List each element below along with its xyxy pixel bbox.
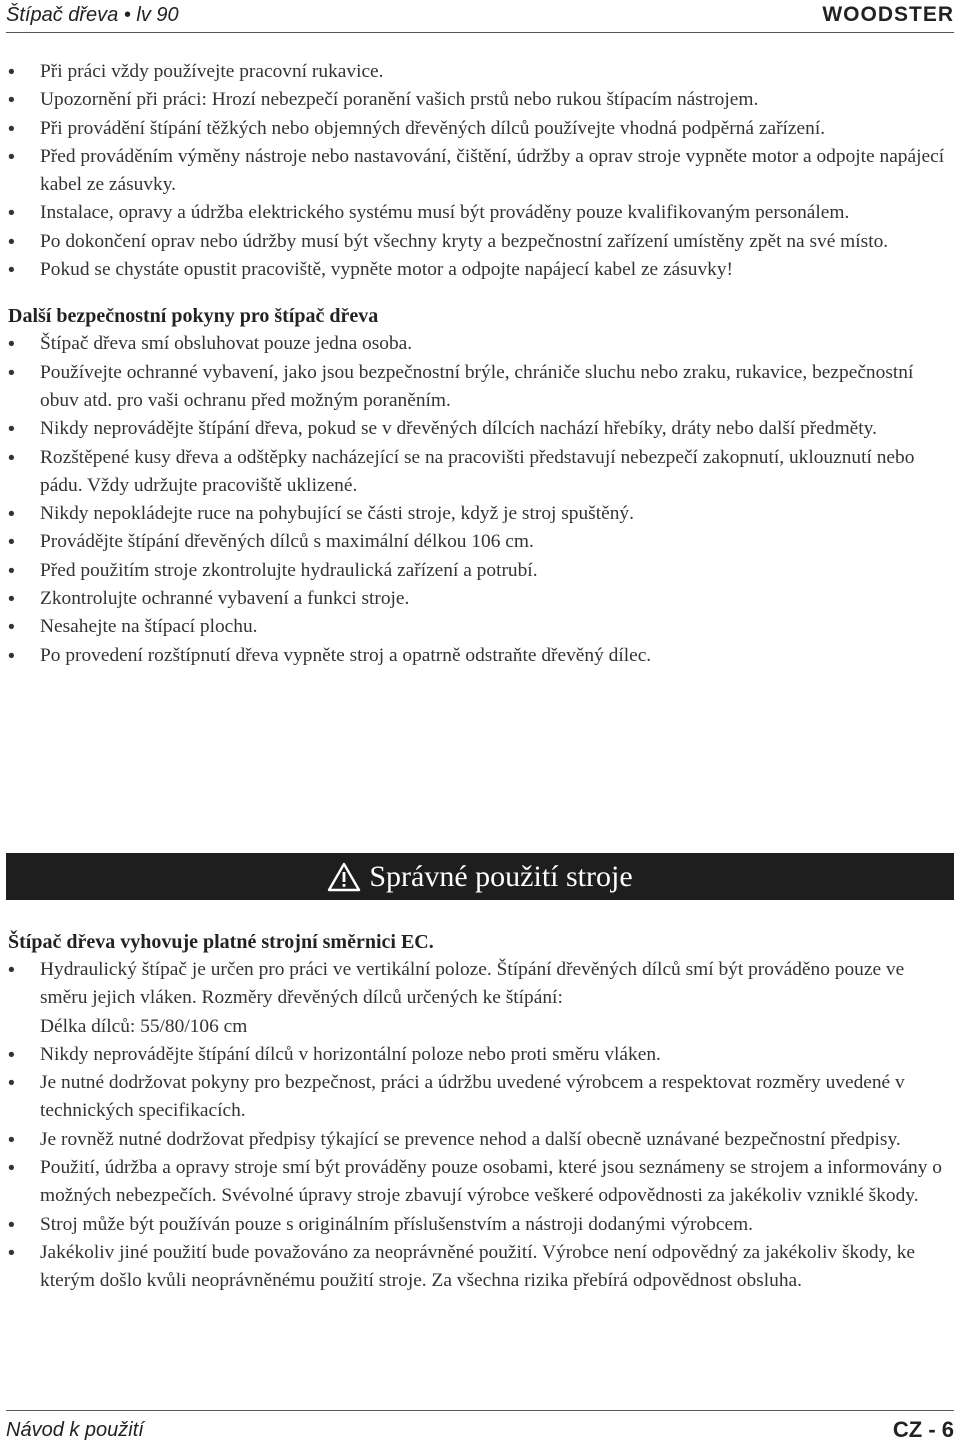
list-item: • Při provádění štípání těžkých nebo objemných dřevěných dílců používejte vhodná podpěrná zařízení. — [8, 115, 950, 143]
list-item: • Instalace, opravy a údržba elektrického systému musí být prováděny pouze kvalifikovaným personálem. — [8, 199, 950, 227]
list-item: • Pokud se chystáte opustit pracoviště, vypněte motor a odpojte napájecí kabel ze zásuvky! — [8, 256, 950, 284]
list-item: • Nesahejte na štípací plochu. — [8, 613, 950, 641]
content-bottom — [8, 928, 950, 1296]
usage-list — [8, 956, 950, 1296]
list-item: • Při práci vždy používejte pracovní rukavice. — [8, 58, 950, 86]
list-item: • Jakékoliv jiné použití bude považováno za neoprávněné použití. Výrobce není odpovědný za jakékoliv škody, ke kterým došlo kvůli neoprávněnému použití stroje. Za všechna rizika přebírá odpovědnost obsluha. — [8, 1239, 950, 1296]
list-item: • Před prováděním výměny nástroje nebo nastavování, čištění, údržby a oprav stroje vypněte motor a odpojte napájecí kabel ze zásuvky. — [8, 143, 950, 200]
footer-manual-label: Návod k použití — [6, 1419, 144, 1441]
page-header — [6, 0, 954, 33]
safety-heading: Další bezpečnostní pokyny pro štípač dřeva — [8, 305, 379, 328]
section-title: Správné použití stroje — [369, 859, 633, 893]
list-item-text: Délka dílců: 55/80/106 cm — [40, 1015, 248, 1037]
safety-list — [8, 330, 950, 670]
content-top — [8, 58, 950, 670]
page-footer — [6, 1410, 954, 1445]
intro-list — [8, 58, 950, 284]
list-item: • Upozornění při práci: Hrozí nebezpečí poranění vašich prstů nebo rukou štípacím nástrojem. — [8, 86, 950, 114]
list-item: • Je rovněž nutné dodržovat předpisy týkající se prevence nehod a další obecně uznávané bezpečnostní předpisy. — [8, 1126, 950, 1154]
section-title-bar — [6, 853, 954, 900]
page-number: CZ - 6 — [892, 1417, 954, 1442]
list-item: • Po dokončení oprav nebo údržby musí být všechny kryty a bezpečnostní zařízení umístěny zpět na své místo. — [8, 228, 950, 256]
warning-triangle-icon — [327, 862, 361, 892]
list-item: • Po provedení rozštípnutí dřeva vypněte stroj a opatrně odstraňte dřevěný dílec. — [8, 642, 950, 670]
list-item: • Nikdy neprovádějte štípání dřeva, pokud se v dřevěných dílcích nachází hřebíky, dráty nebo další předměty. — [8, 415, 950, 443]
document-title: Štípač dřeva • lv 90 — [6, 4, 179, 26]
list-item: • Stroj může být používán pouze s originálním příslušenstvím a nástroji dodanými výrobcem. — [8, 1211, 950, 1239]
list-item: • Provádějte štípání dřevěných dílců s maximální délkou 106 cm. — [8, 528, 950, 556]
list-item: • Nikdy nepokládejte ruce na pohybující se části stroje, když je stroj spuštěný. — [8, 500, 950, 528]
brand-name: WOODSTER — [822, 3, 954, 26]
list-item — [8, 956, 950, 1041]
usage-heading: Štípač dřeva vyhovuje platné strojní směrnici EC. — [8, 931, 434, 953]
list-item: • Nikdy neprovádějte štípání dílců v horizontální poloze nebo proti směru vláken. — [8, 1041, 950, 1069]
list-item: • Zkontrolujte ochranné vybavení a funkci stroje. — [8, 585, 950, 613]
list-item: • Štípač dřeva smí obsluhovat pouze jedna osoba. — [8, 330, 950, 358]
list-item-text: Hydraulický štípač je určen pro práci ve vertikální poloze. Štípání dřevěných dílců smí být prováděno pouze ve směru jejich vláken. Rozměry dřevěných dílců určených ke štípání: — [40, 959, 905, 1009]
list-item: • Rozštěpené kusy dřeva a odštěpky nacházející se na pracovišti představují nebezpečí zakopnutí, uklouznutí nebo pádu. Vždy udržujte pracoviště uklizené. — [8, 444, 950, 501]
list-item: • Použití, údržba a opravy stroje smí být prováděny pouze osobami, které jsou seznámeny se strojem a informovány o možných nebezpečích. Svévolné úpravy stroje zbavují výrobce veškeré odpovědnosti za jakékoliv vzniklé škody. — [8, 1154, 950, 1211]
list-item: • Je nutné dodržovat pokyny pro bezpečnost, práci a údržbu uvedené výrobcem a respektovat rozměry uvedené v technických specifikacích. — [8, 1069, 950, 1126]
list-item: • Používejte ochranné vybavení, jako jsou bezpečnostní brýle, chrániče sluchu nebo zraku, rukavice, bezpečnostní obuv atd. pro vaši ochranu před možným poraněním. — [8, 359, 950, 416]
list-item: • Před použitím stroje zkontrolujte hydraulická zařízení a potrubí. — [8, 557, 950, 585]
